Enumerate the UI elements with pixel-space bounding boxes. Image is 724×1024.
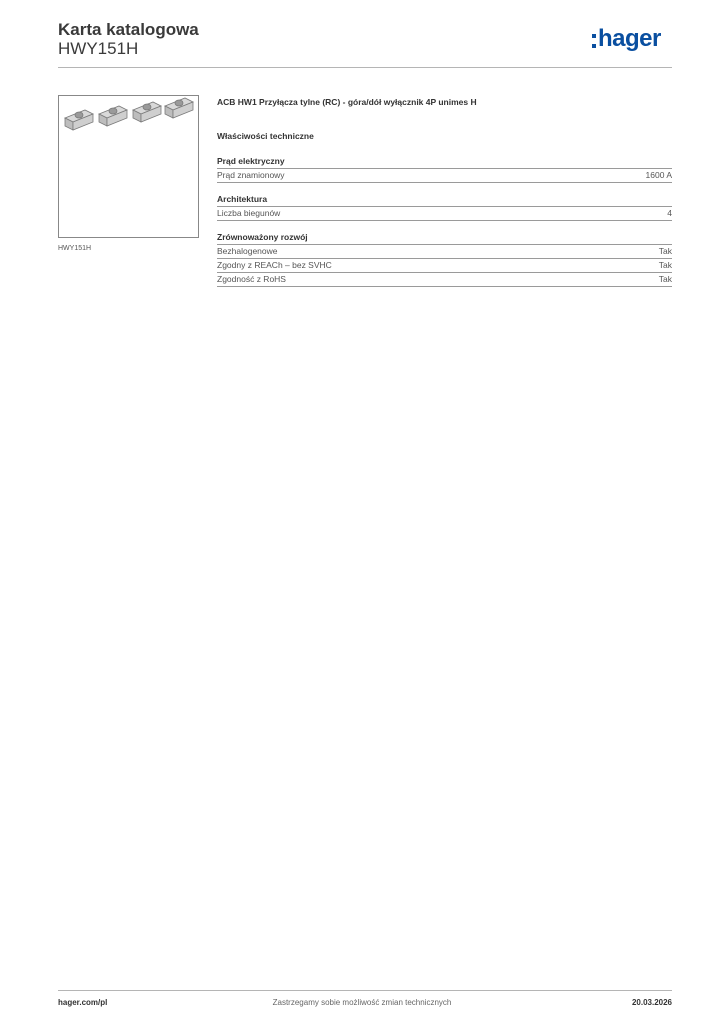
table-row (217, 273, 672, 287)
busbar-connectors-icon (59, 96, 200, 239)
footer-disclaimer: Zastrzegamy sobie możliwość zmian technicznych (272, 998, 452, 1007)
connector-1 (65, 110, 93, 130)
row-value: 4 (667, 208, 672, 218)
section-title: Architektura (217, 194, 672, 207)
header-divider (58, 67, 672, 68)
footer-divider (58, 990, 672, 991)
product-name: ACB HW1 Przyłącza tylne (RC) - góra/dół wyłącznik 4P unimes H (217, 97, 477, 107)
footer-website-link[interactable]: hager.com/pl (58, 998, 108, 1007)
row-label: Liczba biegunów (217, 208, 281, 218)
product-details (217, 96, 672, 287)
hager-logo (592, 27, 661, 51)
row-label: Prąd znamionowy (217, 170, 285, 180)
row-label: Zgodność z RoHS (217, 274, 286, 284)
row-value: 1600 A (645, 170, 672, 180)
header-title: Karta katalogowa (58, 20, 199, 39)
section-electric-current (217, 156, 672, 183)
image-caption: HWY151H (58, 245, 92, 252)
logo-dots-icon (592, 34, 596, 48)
section-title: Zrównoważony rozwój (217, 232, 672, 245)
section-title: Prąd elektryczny (217, 156, 672, 169)
table-row (217, 207, 672, 221)
row-label: Bezhalogenowe (217, 246, 278, 256)
table-row (217, 259, 672, 273)
row-value: Tak (658, 246, 672, 256)
connector-3 (133, 102, 161, 122)
row-value: Tak (658, 274, 672, 284)
table-row (217, 169, 672, 183)
product-code: HWY151H (58, 39, 139, 58)
connector-2 (99, 106, 127, 126)
properties-heading: Właściwości techniczne (217, 131, 314, 141)
connector-4 (165, 98, 193, 118)
footer-date: 20.03.2026 (631, 998, 672, 1007)
row-value: Tak (658, 260, 672, 270)
product-image (58, 95, 199, 238)
section-sustainability (217, 232, 672, 287)
row-label: Zgodny z REACh – bez SVHC (217, 260, 332, 270)
table-row (217, 245, 672, 259)
section-architecture (217, 194, 672, 221)
logo-text: hager (598, 25, 661, 52)
